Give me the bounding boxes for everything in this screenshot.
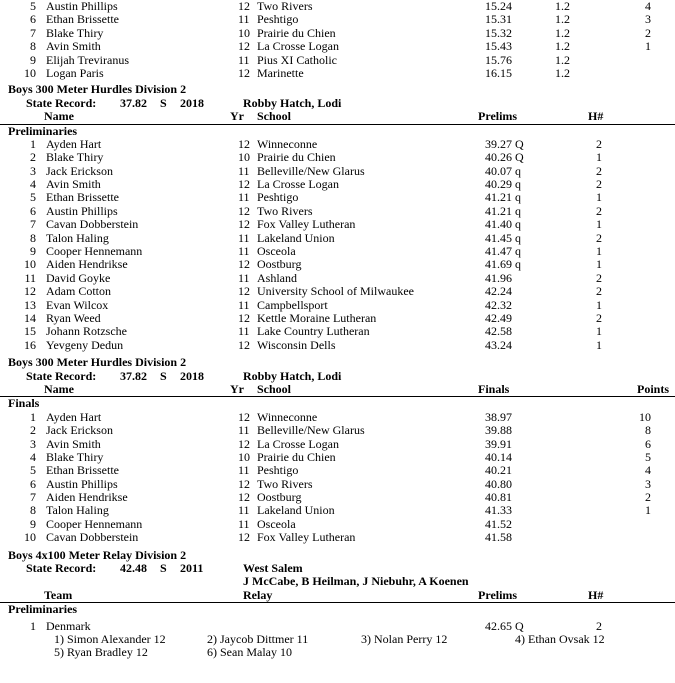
result-row: 8 Avin Smith 12 La Crosse Logan 15.43 1.2 1	[30, 39, 651, 54]
result-row: 8 Talon Haling 11 Lakeland Union 41.45 q 2	[30, 230, 602, 245]
result-row: 3 Avin Smith 12 La Crosse Logan 39.91 6	[30, 436, 651, 451]
result-row: 13 Evan Wilcox 11 Campbellsport 42.32 1	[24, 297, 602, 312]
result-row: 1 Ayden Hart 12 Winneconne 39.27 Q 2	[30, 136, 602, 151]
result-row: 10 Cavan Dobberstein 12 Fox Valley Lutheran 41.58	[24, 530, 512, 545]
result-row: 6 Ethan Brissette 11 Peshtigo 15.31 1.2 3	[30, 12, 651, 27]
relay-members-row: 1) Simon Alexander 12 2) Jaycob Dittmer 11 3) Nolan Perry 12 4) Ethan Ovsak 12	[54, 631, 605, 646]
result-row: 6 Austin Phillips 12 Two Rivers 41.21 q 2	[30, 203, 602, 218]
result-row: 2 Blake Thiry 10 Prairie du Chien 40.26 Q 1	[30, 150, 602, 165]
result-row: 1 Ayden Hart 12 Winneconne 38.97 10	[30, 409, 651, 424]
result-row: 5 Ethan Brissette 11 Peshtigo 40.21 4	[30, 463, 651, 478]
column-header: Team Relay Prelims H#	[0, 589, 675, 603]
result-row: 9 Elijah Treviranus 11 Pius XI Catholic 15.76 1.2	[30, 52, 570, 67]
result-row: 12 Adam Cotton 12 University School of Milwaukee 42.24 2	[24, 284, 602, 299]
result-row: 3 Jack Erickson 11 Belleville/New Glarus 40.07 q 2	[30, 163, 602, 178]
result-row: 7 Aiden Hendrikse 12 Oostburg 40.81 2	[30, 490, 651, 505]
result-row: 14 Ryan Weed 12 Kettle Moraine Lutheran 42.49 2	[24, 310, 602, 325]
result-row: 4 Blake Thiry 10 Prairie du Chien 40.14 5	[30, 449, 651, 464]
result-row: 8 Talon Haling 11 Lakeland Union 41.33 1	[30, 503, 651, 518]
event-title: Boys 300 Meter Hurdles Division 2	[8, 82, 187, 97]
event-title: Boys 300 Meter Hurdles Division 2	[8, 355, 187, 370]
result-row: 6 Austin Phillips 12 Two Rivers 40.80 3	[30, 476, 651, 491]
result-row: 10 Logan Paris 12 Marinette 16.15 1.2	[24, 65, 570, 80]
result-row: 7 Blake Thiry 10 Prairie du Chien 15.32 1.2 2	[30, 25, 651, 40]
top-results	[0, 0, 675, 80]
event-title: Boys 4x100 Meter Relay Division 2	[8, 547, 187, 562]
section-label: Finals	[8, 396, 40, 411]
column-header: Name Yr School Finals Points	[0, 383, 675, 397]
state-record: State Record: 37.82 S 2018 Robby Hatch, Lodi	[26, 95, 342, 110]
result-row: 10 Aiden Hendrikse 12 Oostburg 41.69 q 1	[24, 257, 602, 272]
result-row: 7 Cavan Dobberstein 12 Fox Valley Lutheran 41.40 q 1	[30, 217, 602, 232]
relay-section	[0, 549, 675, 660]
final-rows	[0, 411, 675, 545]
result-row: 5 Ethan Brissette 11 Peshtigo 41.21 q 1	[30, 190, 602, 205]
result-row: 9 Cooper Hennemann 11 Osceola 41.52	[30, 516, 512, 531]
column-header: Name Yr School Prelims H#	[0, 110, 675, 124]
relay-entry: 1 Denmark 42.65 Q 2	[30, 618, 602, 633]
result-row: 4 Avin Smith 12 La Crosse Logan 40.29 q 2	[30, 177, 602, 192]
result-row: 2 Jack Erickson 11 Belleville/New Glarus 39.88 8	[30, 423, 651, 438]
section-label: Preliminaries	[8, 602, 78, 617]
hurdles-finals-section	[0, 356, 675, 544]
result-row: 11 David Goyke 11 Ashland 41.96 2	[24, 270, 602, 285]
state-record: State Record: 42.48 S 2011 West Salem	[26, 561, 303, 576]
state-record: State Record: 37.82 S 2018 Robby Hatch, Lodi	[26, 368, 342, 383]
result-row: 16 Yevgeny Dedun 12 Wisconsin Dells 43.24 1	[24, 337, 602, 352]
prelim-rows	[0, 138, 675, 352]
result-row: 5 Austin Phillips 12 Two Rivers 15.24 1.2 4	[30, 0, 651, 13]
hurdles-prelims-section	[0, 83, 675, 352]
result-row: 15 Johann Rotzsche 11 Lake Country Lutheran 42.58 1	[24, 324, 602, 339]
section-label: Preliminaries	[8, 123, 78, 138]
relay-members-row: 5) Ryan Bradley 12 6) Sean Malay 10	[54, 644, 292, 659]
result-row: 9 Cooper Hennemann 11 Osceola 41.47 q 1	[30, 244, 602, 259]
record-members: J McCabe, B Heilman, J Niebuhr, A Koenen	[243, 574, 469, 589]
